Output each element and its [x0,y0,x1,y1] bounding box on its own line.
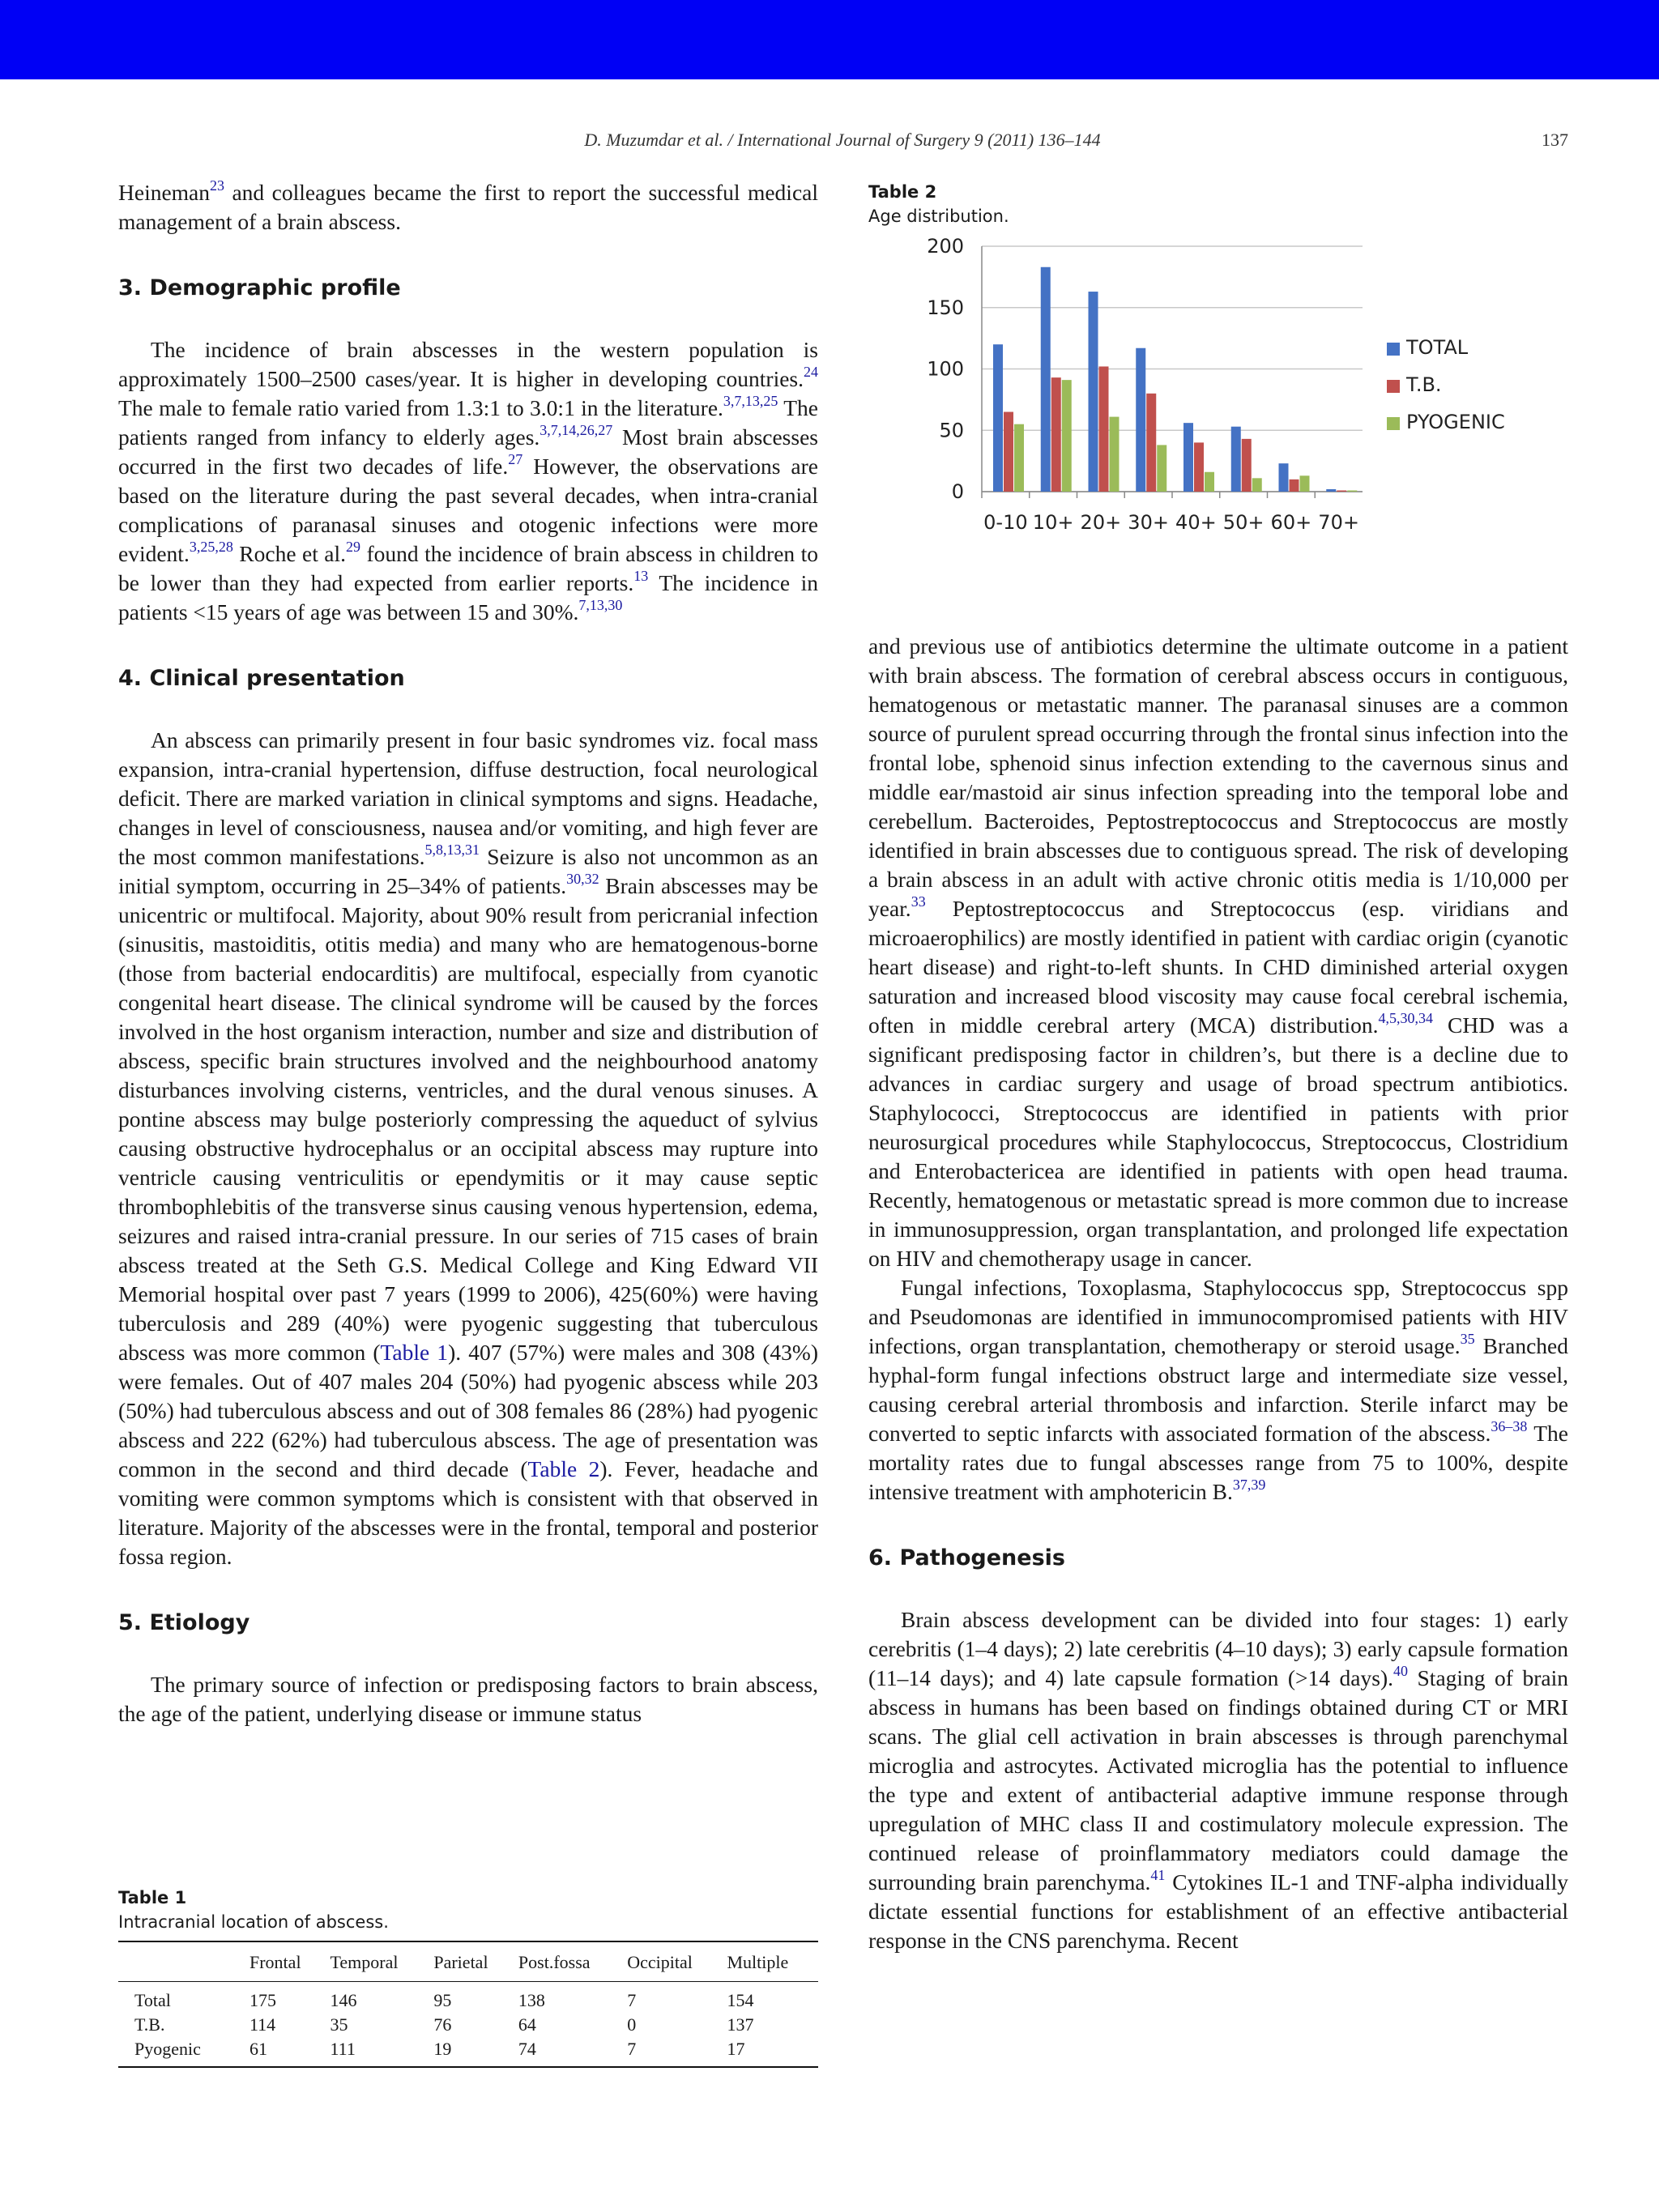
bar-tb-70+ [1337,490,1346,492]
table-cell: 7 [624,2037,723,2067]
column-header: Frontal [246,1941,326,1982]
citation[interactable]: 3,7,14,26,27 [539,422,613,438]
x-tick-label: 30+ [1128,511,1169,534]
bar-total-20+ [1089,292,1098,492]
bar-pyogenic-30+ [1157,445,1166,492]
x-tick-label: 70+ [1318,511,1359,534]
text-run: and previous use of antibiotics determine the ultimate outcome in a patient with brain abscess. The formation of cerebral abscess occurs in contiguous, hematogenous or metastatic manner. The paranasal sinuses are a common source of purulent spread occurring through the frontal sinus infection into the frontal lobe, sphenoid sinus infection extending to the cavernous sinus and middle ear/mastoid air sinus infection spreading into the temporal lobe and cerebellum. Bacteroides, Peptostreptococcus and Streptococcus are mostly identified in brain abscesses due to contiguous spread. The risk of developing a brain abscess in an adult with active chronic otitis media is 1/10,000 per year. [868,633,1568,921]
bar-pyogenic-50+ [1252,478,1262,492]
row-label: Total [134,1990,171,2010]
left-column [118,178,818,1728]
table-cell: 0 [627,2014,637,2035]
legend-swatch [1387,417,1400,430]
x-tick-label: 10+ [1032,511,1074,534]
bar-total-50+ [1231,427,1241,492]
section-4-heading: 4. Clinical presentation [118,666,405,691]
table-1-caption [118,1886,818,1934]
text-run: Seizure is also not uncommon as an initial symptom, occurring in 25–34% of patients. [118,844,818,898]
column-header [118,1941,246,1982]
table-2-title: Age distribution. [868,207,1009,226]
table-cell: 17 [723,2037,818,2067]
text-run: Peptostreptococcus and Streptococcus (esp. viridians and microaerophilics) are mostly identified in patient with cardiac origin (cyanotic heart disease) and right-to-left shunts. In CHD diminished arterial oxygen saturation and increased blood viscosity may cause focal cerebral ischemia, often in middle cerebral artery (MCA) distribution. [868,896,1568,1038]
x-tick-label: 50+ [1222,511,1265,534]
running-head: D. Muzumdar et al. / International Journal of Surgery 9 (2011) 136–144 [584,130,1101,150]
citation[interactable]: 3,25,28 [189,539,233,555]
table-row [118,1982,818,2014]
legend-label: TOTAL [1406,336,1469,359]
y-tick-label: 0 [951,480,964,503]
legend-swatch [1387,343,1400,356]
legend-label: PYOGENIC [1406,411,1505,433]
x-tick-label: 40+ [1175,511,1217,534]
row-label: T.B. [134,2014,165,2035]
text-run: Cytokines IL-1 and TNF-alpha individually dictate essential functions for establishment of an effective antibacterial response in the CNS parenchyma. Recent [868,1869,1568,1953]
table-cell: 95 [433,1990,452,2010]
table-cell: 35 [330,2014,348,2035]
citation[interactable]: 35 [1460,1331,1475,1347]
bar-tb-50+ [1242,439,1252,492]
table-cell: 114 [249,2014,276,2035]
text-run: Most brain abscesses occurred in the first two decades of life. [118,424,818,479]
section-4-paragraph [118,726,818,1571]
citation[interactable]: 3,7,13,25 [723,393,778,409]
bar-pyogenic-70+ [1347,490,1357,492]
citation[interactable]: 27 [508,451,523,467]
citation[interactable]: 5,8,13,31 [424,842,480,858]
bar-total-30+ [1136,348,1145,492]
age-distribution-chart [868,228,1568,552]
citation[interactable]: 29 [346,539,361,555]
citation[interactable]: 4,5,30,34 [1378,1010,1433,1026]
text-run: Fungal infections, Toxoplasma, Staphylococcus spp, Streptococcus spp and Pseudomonas are identified in immunocompromised patients with HIV infections, organ transplantation, chemotherapy or steroid usage. [868,1275,1568,1358]
table-cell: 146 [330,1990,357,2010]
table-2 [868,180,1568,228]
citation[interactable]: 33 [911,893,926,910]
column-header: Post.fossa [515,1941,624,1982]
row-label: Pyogenic [118,2037,246,2067]
column-header: Parietal [430,1941,515,1982]
text-run: Brain abscesses may be unicentric or multifocal. Majority, about 90% result from pericranial infection (sinusitis, mastoiditis, otitis media) and many who are hematogenous-borne (those from bacterial endocarditis) are multifocal, especially from cyanotic congenital heart disease. The clinical syndrome will be caused by the forces involved in the host organism interaction, number and size and distribution of abscess, specific brain structures involved and the neighbourhood anatomy disturbances involving cisterns, ventricles, and the dural venous sinuses. A pontine abscess may bulge posteriorly compressing the aqueduct of sylvius causing obstructive hydrocephalus or an occipital abscess may rupture into ventricle causing ventriculitis or ependymitis or it may cause septic thrombophlebitis of the transverse sinus causing venous hypertension, edema, seizures and raised intra-cranial pressure. In our series of 715 cases of brain abscess treated at the Seth G.S. Medical College and King Edward VII Memorial hospital over past 7 years (1999 to 2006), 425(60%) were having tuberculosis and 289 (40%) were pyogenic suggesting that tuberculous abscess was more common ( [118,873,819,1365]
bar-tb-20+ [1099,366,1109,492]
text-run: The incidence of brain abscesses in the western population is approximately 1500–2500 cases/year. It is higher in developing countries. [118,337,818,391]
citation[interactable]: 7,13,30 [578,597,623,613]
table-cell: 7 [627,1990,637,2010]
text-run: Brain abscess development can be divided into four stages: 1) early cerebritis (1–4 days); 2) late cerebritis (4–10 days); 3) early capsule formation (11–14 days); and 4) late capsule formation (>14 days). [868,1607,1568,1690]
bar-pyogenic-60+ [1300,475,1310,492]
table-1-title: Intracranial location of abscess. [118,1912,389,1932]
table-cell: 74 [515,2037,624,2067]
text-run: The mortality rates due to fungal abscesses range from 75 to 100%, despite intensive treatment with amphotericin B. [868,1421,1568,1504]
table-cell: 154 [727,1990,754,2010]
bar-total-10+ [1041,267,1051,492]
section-6-paragraph [868,1605,1568,1955]
bar-tb-40+ [1194,442,1204,492]
citation[interactable]: 24 [804,364,818,380]
text-run: Branched hyphal-form fungal infections obstruct large and intermediate size vessel, causing cerebral arterial thrombosis and infarction. Sterile infarct may be converted to septic infarcts with associated formation of the abscess. [868,1333,1568,1446]
text-run: Staging of brain abscess in humans has been based on findings obtained during CT or MRI scans. The glial cell activation in brain abscesses is through parenchymal microglia and astrocytes. Activated microglia has the potential to influence the type and extent of antibacterial adaptive immune response through upregulation of MHC class II and costimulatory molecule expression. The continued release of proinflammatory mediators could damage the surrounding brain parenchyma. [868,1665,1568,1894]
y-tick-label: 200 [927,235,964,258]
column-header: Temporal [326,1941,430,1982]
table-cell: 111 [326,2037,430,2067]
table-cell: 61 [246,2037,326,2067]
table-cell: 64 [518,2014,536,2035]
text-run: and colleagues became the first to report the successful medical management of a brain abscess. [118,180,818,234]
text-run: ). 407 (57%) were males and 308 (43%) were females. Out of 407 males 204 (50%) had pyogenic abscess while 203 (50%) had tuberculous abscess and out of 308 females 86 (28%) had pyogenic abscess and 222 (62%) had tuberculous abscess. The age of presentation was common in the second and third decade ( [118,1340,818,1481]
bar-total-60+ [1279,463,1289,492]
legend-label: T.B. [1406,373,1442,396]
citation[interactable]: 40 [1393,1663,1408,1679]
table-2-link[interactable]: Table 2 [527,1456,600,1481]
text-run: Heineman [118,180,211,205]
table-header-row [118,1941,818,1982]
bar-pyogenic-40+ [1205,472,1214,492]
citation[interactable]: 37,39 [1232,1477,1266,1493]
citation[interactable]: 36–38 [1491,1418,1528,1434]
text-run: The male to female ratio varied from 1.3:1 to 3.0:1 in the literature. [118,395,723,420]
table-1-label: Table 1 [118,1888,187,1907]
text-run: An abscess can primarily present in four basic syndromes viz. focal mass expansion, intra-cranial hypertension, diffuse destruction, focal neurological deficit. There are marked variation in clinical symptoms and signs. Headache, changes in level of consciousness, nausea and/or vomiting, and high fever are the most common manifestations. [118,727,818,869]
page-number: 137 [1542,130,1568,150]
table-cell: 175 [249,1990,276,2010]
table-1-grid [118,1941,818,2068]
bar-pyogenic-0-10 [1014,424,1024,492]
section-3-heading: 3. Demographic profile [118,275,401,300]
x-tick-label: 60+ [1270,511,1312,534]
right-column [868,632,1568,1955]
table-1 [118,1886,818,2068]
section-5-paragraph: The primary source of infection or predisposing factors to brain abscess, the age of the patient, underlying disease or immune status [118,1672,818,1726]
text-run: ). Fever, headache and vomiting were common symptoms which is consistent with that observed in literature. Majority of the abscesses were in the frontal, temporal and posterior fossa region. [118,1456,819,1569]
table-row [118,2037,818,2067]
bar-total-0-10 [993,344,1003,492]
x-tick-label: 0-10 [983,511,1028,534]
text-run: found the incidence of brain abscess in children to be lower than they had expected from earlier reports. [118,541,819,595]
legend-swatch [1387,380,1400,393]
fungal-infections-paragraph [868,1273,1568,1507]
citation[interactable]: 41 [1150,1867,1166,1883]
journal-header-bar [0,0,1659,79]
intro-paragraph [118,178,818,237]
bar-tb-30+ [1146,394,1156,492]
y-tick-label: 150 [927,296,964,319]
table-2-caption [868,180,1568,228]
text-run: However, the observations are based on the literature during the past several decades, when intra-cranial complications of paranasal sinuses and otogenic infections were more evident. [118,454,819,566]
bar-tb-10+ [1051,377,1061,492]
text-run: The patients ranged from infancy to elderly ages. [118,395,818,450]
section-6-heading: 6. Pathogenesis [868,1545,1065,1571]
text-run: Roche et al. [232,541,347,566]
x-tick-label: 20+ [1080,511,1122,534]
y-tick-label: 50 [939,419,964,442]
bar-pyogenic-20+ [1110,417,1120,492]
table-cell: 138 [518,1990,545,2010]
column-header: Occipital [624,1941,723,1982]
bar-tb-60+ [1290,479,1299,492]
bar-pyogenic-10+ [1062,380,1072,492]
etiology-continued-paragraph [868,632,1568,1273]
table-cell: 19 [430,2037,515,2067]
bar-total-40+ [1183,423,1193,492]
bar-total-70+ [1326,489,1336,492]
y-tick-label: 100 [927,357,964,381]
table-cell: 137 [727,2014,754,2035]
column-header: Multiple [723,1941,818,1982]
citation[interactable]: 23 [210,177,225,194]
table-2-label: Table 2 [868,182,937,202]
section-5-heading: 5. Etiology [118,1610,250,1635]
table-1-link[interactable]: Table 1 [380,1340,449,1365]
table-cell: 76 [433,2014,452,2035]
citation[interactable]: 30,32 [566,871,599,887]
bar-tb-0-10 [1004,412,1013,492]
citation[interactable]: 13 [633,568,649,584]
text-run: CHD was a significant predisposing factor in children’s, but there is a decline due to advances in cardiac surgery and usage of broad spectrum antibiotics. Staphylococci, Streptococcus are identified in patients with prior neurosurgical procedures while Staphylococcus, Streptococcus, Clostridium and Enterobactericea are identified in patients with open head trauma. Recently, hematogenous or metastatic spread is more common due to increase in immunosuppression, organ transplantation, and prolonged life expectation on HIV and chemotherapy usage in cancer. [868,1012,1568,1271]
table-row [118,2013,818,2037]
text-run: The incidence in patients <15 years of age was between 15 and 30%. [118,570,818,624]
section-3-paragraph [118,335,818,627]
